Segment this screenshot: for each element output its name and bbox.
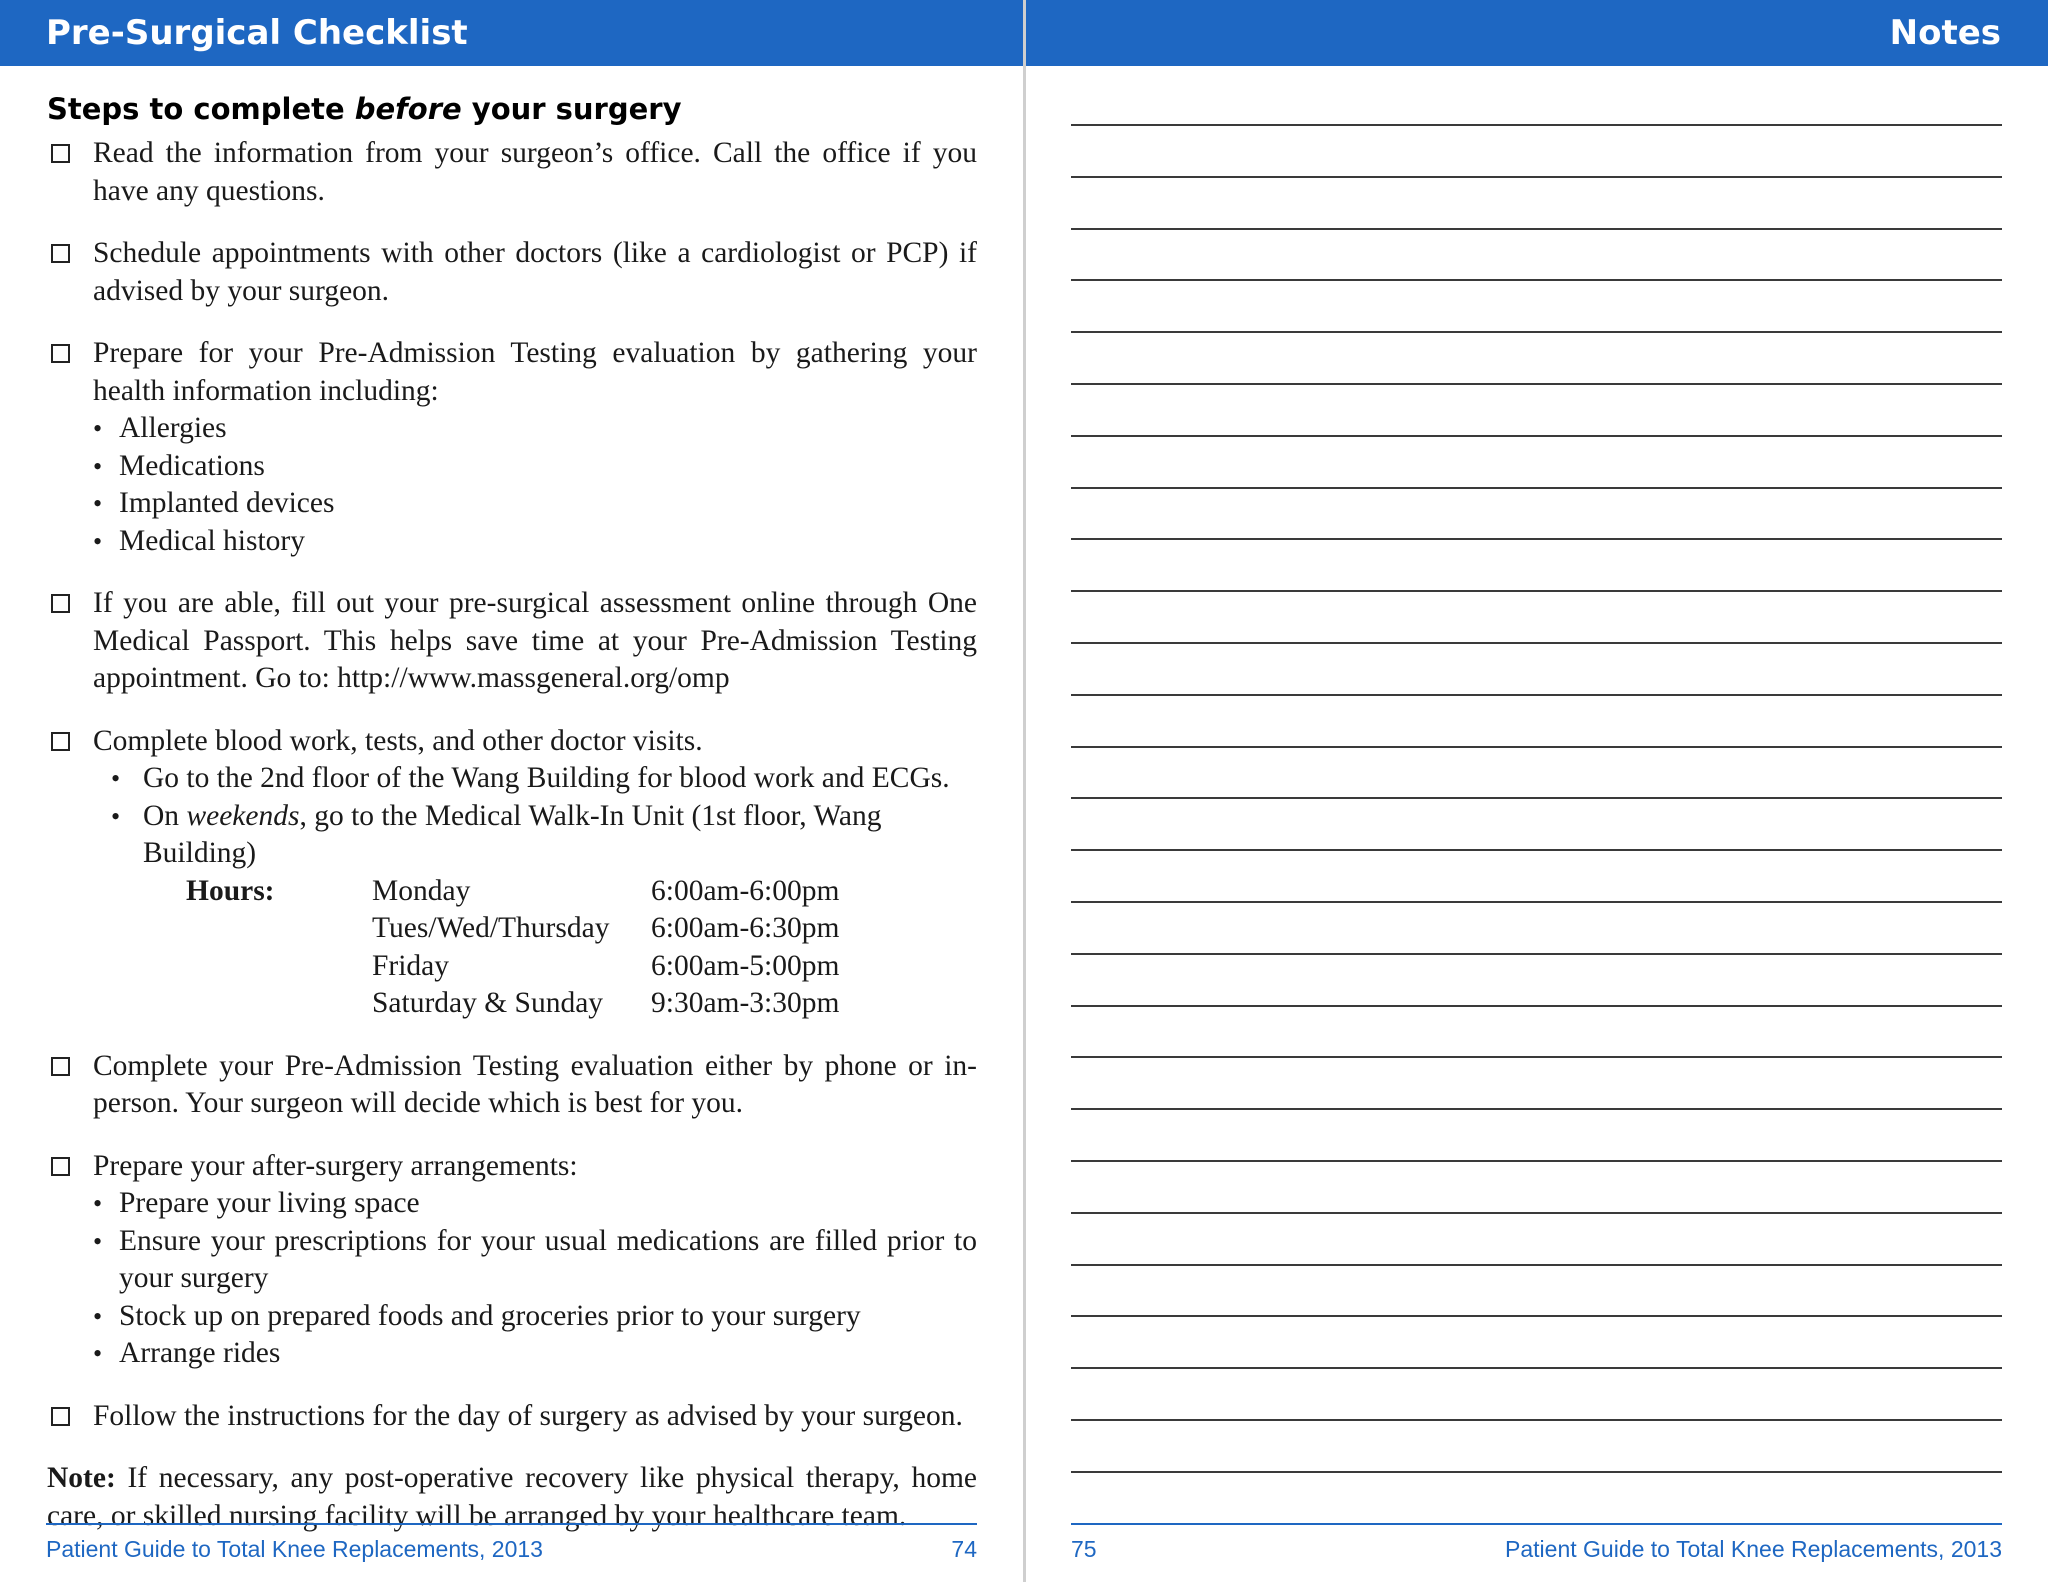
page-title: Pre-Surgical Checklist — [46, 13, 468, 53]
note-line — [1071, 1005, 2002, 1007]
footer-title: Patient Guide to Total Knee Replacements, 2013 — [46, 1536, 543, 1562]
hours-label: Hours: — [186, 874, 275, 907]
hours-day: Saturday & Sunday — [372, 987, 604, 1019]
note-line — [1071, 487, 2002, 489]
note-line — [1071, 797, 2002, 799]
bullet-list — [93, 1185, 977, 1373]
checkbox-icon[interactable] — [51, 594, 70, 613]
checklist-item — [47, 585, 977, 698]
note-line — [1071, 1160, 2002, 1162]
left-page — [0, 0, 1023, 1582]
checkbox-icon[interactable] — [51, 344, 70, 363]
notes-ruled-area[interactable] — [1071, 124, 2002, 1523]
right-page — [1026, 0, 2048, 1582]
checklist-item-text: Prepare your after-surgery arrangements: — [93, 1149, 578, 1182]
checklist-item-text: Read the information from your surgeon’s office. Call the office if you have any questions. — [93, 137, 977, 207]
header-band — [1026, 0, 2048, 66]
list-item — [93, 798, 977, 873]
hours-day: Monday — [372, 874, 471, 907]
checkbox-icon[interactable] — [51, 144, 70, 163]
hours-time: 6:00am-6:00pm — [651, 874, 840, 907]
hours-time: 6:00am-6:30pm — [651, 912, 840, 944]
note-line — [1071, 1108, 2002, 1110]
checklist-item-text: Complete blood work, tests, and other doctor visits. — [93, 724, 703, 757]
note-line — [1071, 590, 2002, 592]
checkbox-icon[interactable] — [51, 1407, 70, 1426]
list-item-text: On — [143, 799, 187, 832]
list-item: • Implanted devices — [93, 485, 977, 523]
note-line — [1071, 1264, 2002, 1266]
page-footer — [46, 1523, 977, 1569]
checklist-item — [47, 1048, 977, 1123]
note-line — [1071, 1419, 2002, 1421]
footer-title: Patient Guide to Total Knee Replacements, 2013 — [1505, 1536, 2002, 1562]
note-line — [1071, 1315, 2002, 1317]
note-line — [1071, 1056, 2002, 1058]
checklist-item — [47, 723, 977, 1023]
note-line — [1071, 228, 2002, 230]
heading-post: your surgery — [461, 92, 682, 126]
list-item-text: , go to the Medical Walk-In Unit (1st floor, Wang Building) — [143, 799, 882, 869]
page-number: 74 — [951, 1536, 977, 1562]
checklist-item — [47, 335, 977, 560]
note-line — [1071, 694, 2002, 696]
list-item-emphasis: weekends — [186, 799, 300, 832]
bullet-list — [93, 760, 977, 873]
checkbox-icon[interactable] — [51, 732, 70, 751]
note-line — [1071, 538, 2002, 540]
note-line — [1071, 331, 2002, 333]
list-item: • Stock up on prepared foods and groceries prior to your surgery — [93, 1298, 977, 1336]
note-line — [1071, 746, 2002, 748]
list-item — [93, 760, 977, 798]
checklist-item-text: Schedule appointments with other doctors (like a cardiologist or PCP) if advised by your surgeon. — [93, 237, 977, 307]
hours-day: Tues/Wed/Thursday — [372, 912, 610, 944]
checklist-content — [47, 86, 977, 1535]
hours-table — [93, 873, 977, 1023]
note-line — [1071, 953, 2002, 955]
list-item: • Prepare your living space — [93, 1185, 977, 1223]
heading-pre: Steps to complete — [47, 92, 355, 126]
checklist-item — [47, 1398, 977, 1436]
page-title: Notes — [1889, 13, 2001, 53]
list-item: • Allergies — [93, 410, 977, 448]
page-number: 75 — [1071, 1536, 1097, 1562]
note-line — [1071, 435, 2002, 437]
list-item: • Medications — [93, 448, 977, 486]
list-item-text: Go to the 2nd floor of the Wang Building for blood work and ECGs. — [143, 762, 950, 794]
note-line — [1071, 383, 2002, 385]
list-item: • Medical history — [93, 523, 977, 561]
checkbox-icon[interactable] — [51, 244, 70, 263]
note-line — [1071, 901, 2002, 903]
note-line — [1071, 1212, 2002, 1214]
note-line — [1071, 849, 2002, 851]
note-text: If necessary, any post-operative recovery like physical therapy, home care, or skilled nursing facility will be arranged by your healthcare team. — [47, 1462, 977, 1532]
header-band — [0, 0, 1023, 66]
checklist-item — [47, 1148, 977, 1373]
checklist-item — [47, 235, 977, 310]
note-line — [1071, 279, 2002, 281]
section-heading — [47, 86, 977, 132]
list-item: • Ensure your prescriptions for your usual medications are filled prior to your surgery — [93, 1223, 977, 1298]
note-line — [1071, 176, 2002, 178]
note-line — [1071, 1367, 2002, 1369]
list-item: • Arrange rides — [93, 1335, 977, 1373]
heading-emphasis: before — [354, 92, 462, 126]
note-line — [1071, 642, 2002, 644]
checkbox-icon[interactable] — [51, 1157, 70, 1176]
note-label: Note: — [47, 1462, 116, 1494]
hours-time: 9:30am-3:30pm — [651, 987, 840, 1019]
note-line — [1071, 124, 2002, 126]
checklist-item — [47, 135, 977, 210]
checklist-item-text: Follow the instructions for the day of surgery as advised by your surgeon. — [93, 1399, 963, 1432]
bullet-list — [93, 410, 977, 560]
checklist-item-text: Complete your Pre-Admission Testing evaluation either by phone or in-person. Your surgeon will decide which is best for you. — [93, 1049, 977, 1119]
hours-time: 6:00am-5:00pm — [651, 949, 840, 982]
page-footer — [1071, 1523, 2002, 1569]
hours-day: Friday — [372, 949, 450, 982]
checkbox-icon[interactable] — [51, 1057, 70, 1076]
note-line — [1071, 1471, 2002, 1473]
checklist-item-text: If you are able, fill out your pre-surgical assessment online through One Medical Passport. This helps save time at your Pre-Admission Testing appointment. Go to: http://www.massgeneral.org/omp — [93, 587, 977, 694]
checklist-item-text: Prepare for your Pre-Admission Testing evaluation by gathering your health information including: — [93, 337, 977, 407]
